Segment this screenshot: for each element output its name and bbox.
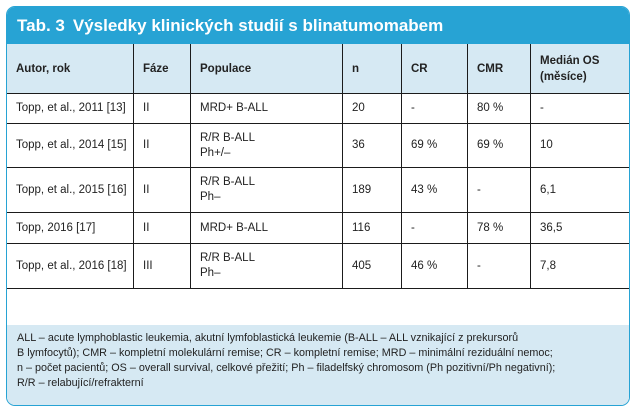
header-row bbox=[7, 44, 629, 94]
cell-author: Topp, et al., 2011 [13] bbox=[16, 102, 126, 114]
cell-phase: II bbox=[134, 94, 191, 124]
cell-cr: 69 % bbox=[402, 124, 468, 168]
cell-n: 36 bbox=[343, 124, 402, 168]
cell-cmr: 80 % bbox=[468, 94, 531, 124]
cell-median-os: - bbox=[531, 94, 630, 124]
population-line: Ph– bbox=[200, 267, 221, 279]
col-header-cmr: CMR bbox=[468, 44, 531, 94]
cell-population bbox=[191, 168, 343, 213]
cell-cr: - bbox=[402, 213, 468, 244]
cell-cmr: 78 % bbox=[468, 213, 531, 244]
cell-median-os: 10 bbox=[531, 124, 630, 168]
cell-cr: 46 % bbox=[402, 244, 468, 289]
cell-population bbox=[191, 94, 343, 124]
table-number: Tab. 3 bbox=[17, 15, 65, 35]
cell-population bbox=[191, 213, 343, 244]
cell-cr: 43 % bbox=[402, 168, 468, 213]
cell-population bbox=[191, 124, 343, 168]
population-line: Ph+/– bbox=[200, 146, 231, 159]
cell-phase: II bbox=[134, 213, 191, 244]
footnote-line: B lymfocytů); CMR – kompletní molekulární remise; CR – kompletní remise; MRD – minimální reziduální nemoc; bbox=[17, 347, 553, 359]
cell-author: Topp, et al., 2014 [15] bbox=[16, 139, 127, 151]
table-title: Výsledky klinických studií s blinatumomabem bbox=[72, 15, 444, 35]
cell-phase: II bbox=[134, 124, 191, 168]
table-row bbox=[7, 124, 629, 168]
cell-cmr: - bbox=[468, 168, 531, 213]
table-footnotes bbox=[7, 325, 629, 405]
table-row bbox=[7, 168, 629, 213]
population-line: MRD+ B-ALL bbox=[200, 102, 269, 114]
cell-median-os: 6,1 bbox=[531, 168, 630, 213]
footnote-line: ALL – acute lymphoblastic leukemia, akutní lymfoblastická leukemie (B-ALL – ALL vznikající z prekursorů bbox=[17, 332, 519, 344]
population-line: Ph– bbox=[200, 191, 221, 203]
cell-population bbox=[191, 244, 343, 289]
table-title-bar bbox=[7, 7, 629, 44]
cell-author: Topp, 2016 [17] bbox=[16, 221, 96, 234]
cell-phase: III bbox=[134, 244, 191, 289]
footnote-line: n – počet pacientů; OS – overall survival, celkové přežití; Ph – filadelfský chromosom (Ph pozitivní/Ph negativní); bbox=[17, 362, 556, 374]
cell-n: 405 bbox=[343, 244, 402, 289]
table-row bbox=[7, 94, 629, 124]
population-line: R/R B-ALL bbox=[200, 252, 255, 264]
population-line: R/R B-ALL bbox=[200, 131, 255, 144]
col-header-phase: Fáze bbox=[134, 44, 191, 94]
col-header-population: Populace bbox=[191, 44, 343, 94]
results-table bbox=[7, 44, 629, 289]
population-line: R/R B-ALL bbox=[200, 176, 255, 188]
cell-cmr: - bbox=[468, 244, 531, 289]
cell-n: 116 bbox=[343, 213, 402, 244]
cell-cmr: 69 % bbox=[468, 124, 531, 168]
population-line: MRD+ B-ALL bbox=[200, 221, 269, 234]
col-header-author: Autor, rok bbox=[7, 44, 134, 94]
col-header-cr: CR bbox=[402, 44, 468, 94]
cell-n: 189 bbox=[343, 168, 402, 213]
table-frame bbox=[6, 6, 630, 406]
col-header-n: n bbox=[343, 44, 402, 94]
cell-median-os: 7,8 bbox=[531, 244, 630, 289]
cell-median-os: 36,5 bbox=[531, 213, 630, 244]
cell-phase: II bbox=[134, 168, 191, 213]
table-row bbox=[7, 244, 629, 289]
table-row bbox=[7, 213, 629, 244]
cell-n: 20 bbox=[343, 94, 402, 124]
col-header-median-os: Medián OS (měsíce) bbox=[531, 44, 630, 94]
footnote-line: R/R – relabující/refrakterní bbox=[17, 377, 144, 389]
cell-author: Topp, et al., 2016 [18] bbox=[16, 259, 127, 272]
cell-cr: - bbox=[402, 94, 468, 124]
cell-author: Topp, et al., 2015 [16] bbox=[16, 183, 127, 196]
